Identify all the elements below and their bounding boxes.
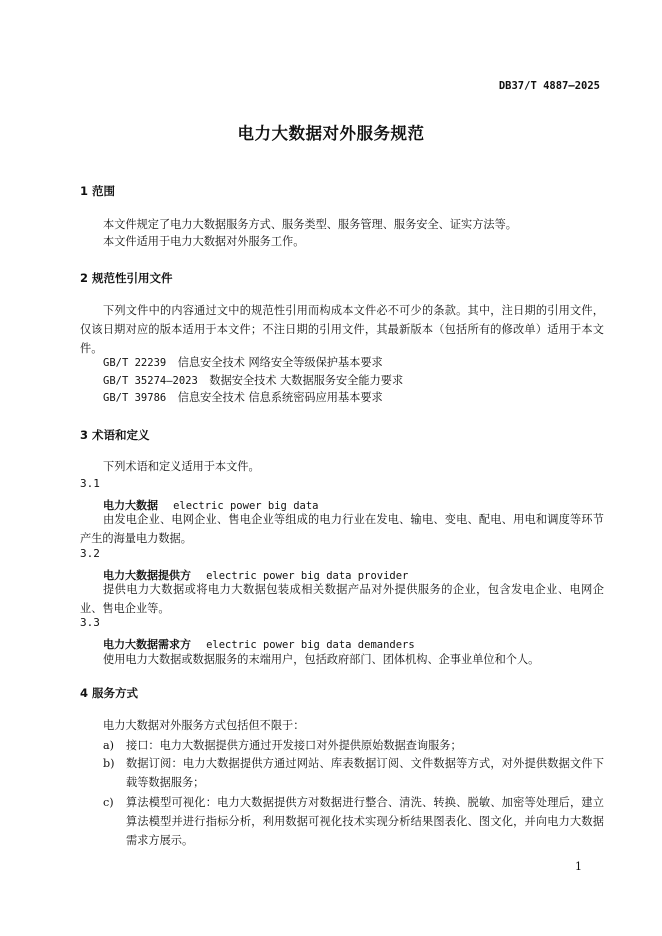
term-name: 电力大数据需求方 bbox=[103, 638, 191, 651]
ref-title: 信息安全技术 信息系统密码应用基本要求 bbox=[177, 391, 383, 404]
term-name: 电力大数据 bbox=[103, 499, 158, 512]
list-item-text: 算法模型可视化：电力大数据提供方对数据进行整合、清洗、转换、脱敏、加密等处理后，建立算法模型并进行指标分析，利用数据可视化技术实现分析结果图表化、图文化，并向电力大数据需求方展示。 bbox=[126, 796, 604, 847]
term-english: electric power big data demanders bbox=[206, 639, 415, 651]
ref-code: GB/T 39786 bbox=[103, 392, 167, 404]
ref-item bbox=[103, 355, 383, 371]
section-2-intro: 下列文件中的内容通过文中的规范性引用而构成本文件必不可少的条款。其中，注日期的引用文件，仅该日期对应的版本适用于本文件；不注日期的引用文件，其最新版本（包括所有的修改单）适用于本文件。 bbox=[80, 304, 604, 355]
section-1-para-2: 本文件适用于电力大数据对外服务工作。 bbox=[103, 235, 305, 248]
term-title bbox=[103, 633, 415, 652]
section-1-para-1: 本文件规定了电力大数据服务方式、服务类型、服务管理、服务安全、证实方法等。 bbox=[103, 218, 517, 231]
ref-code: GB/T 35274—2023 bbox=[103, 375, 198, 387]
ref-item bbox=[103, 390, 383, 406]
doc-code: DB37/T 4887—2025 bbox=[498, 80, 600, 92]
term-english: electric power big data bbox=[173, 500, 319, 512]
term-definition: 使用电力大数据或数据服务的末端用户，包括政府部门、团体机构、企事业单位和个人。 bbox=[103, 653, 540, 666]
ref-title: 数据安全技术 大数据服务安全能力要求 bbox=[209, 374, 404, 387]
page-title: 电力大数据对外服务规范 bbox=[237, 124, 425, 143]
ref-code: GB/T 22239 bbox=[103, 357, 167, 369]
list-item-label: a) bbox=[103, 739, 115, 752]
list-item-label: b) bbox=[103, 757, 115, 770]
section-4-heading: 4 服务方式 bbox=[80, 686, 139, 700]
ref-title: 信息安全技术 网络安全等级保护基本要求 bbox=[177, 356, 383, 369]
ref-item bbox=[103, 373, 403, 389]
section-1-heading: 1 范围 bbox=[80, 184, 116, 198]
list-item-text: 数据订阅：电力大数据提供方通过网站、库表数据订阅、文件数据等方式，对外提供数据文件下载等数据服务； bbox=[126, 757, 604, 789]
section-4-intro: 电力大数据对外服务方式包括但不限于： bbox=[103, 719, 305, 732]
term-number: 3.3 bbox=[80, 616, 100, 629]
term-number: 3.2 bbox=[80, 547, 100, 560]
section-2-heading: 2 规范性引用文件 bbox=[80, 271, 173, 285]
list-item-label: c) bbox=[103, 796, 114, 809]
term-english: electric power big data provider bbox=[206, 570, 409, 582]
page-number: 1 bbox=[575, 860, 582, 873]
list-item-text: 接口：电力大数据提供方通过开发接口对外提供原始数据查询服务； bbox=[126, 739, 462, 752]
term-definition: 由发电企业、电网企业、售电企业等组成的电力行业在发电、输电、变电、配电、用电和调度等环节产生的海量电力数据。 bbox=[80, 513, 604, 545]
section-3-heading: 3 术语和定义 bbox=[80, 428, 150, 442]
term-number: 3.1 bbox=[80, 477, 100, 490]
term-name: 电力大数据提供方 bbox=[103, 569, 191, 582]
section-3-intro: 下列术语和定义适用于本文件。 bbox=[103, 460, 260, 473]
term-definition: 提供电力大数据或将电力大数据包装成相关数据产品对外提供服务的企业，包含发电企业、电网企业、售电企业等。 bbox=[80, 583, 604, 615]
